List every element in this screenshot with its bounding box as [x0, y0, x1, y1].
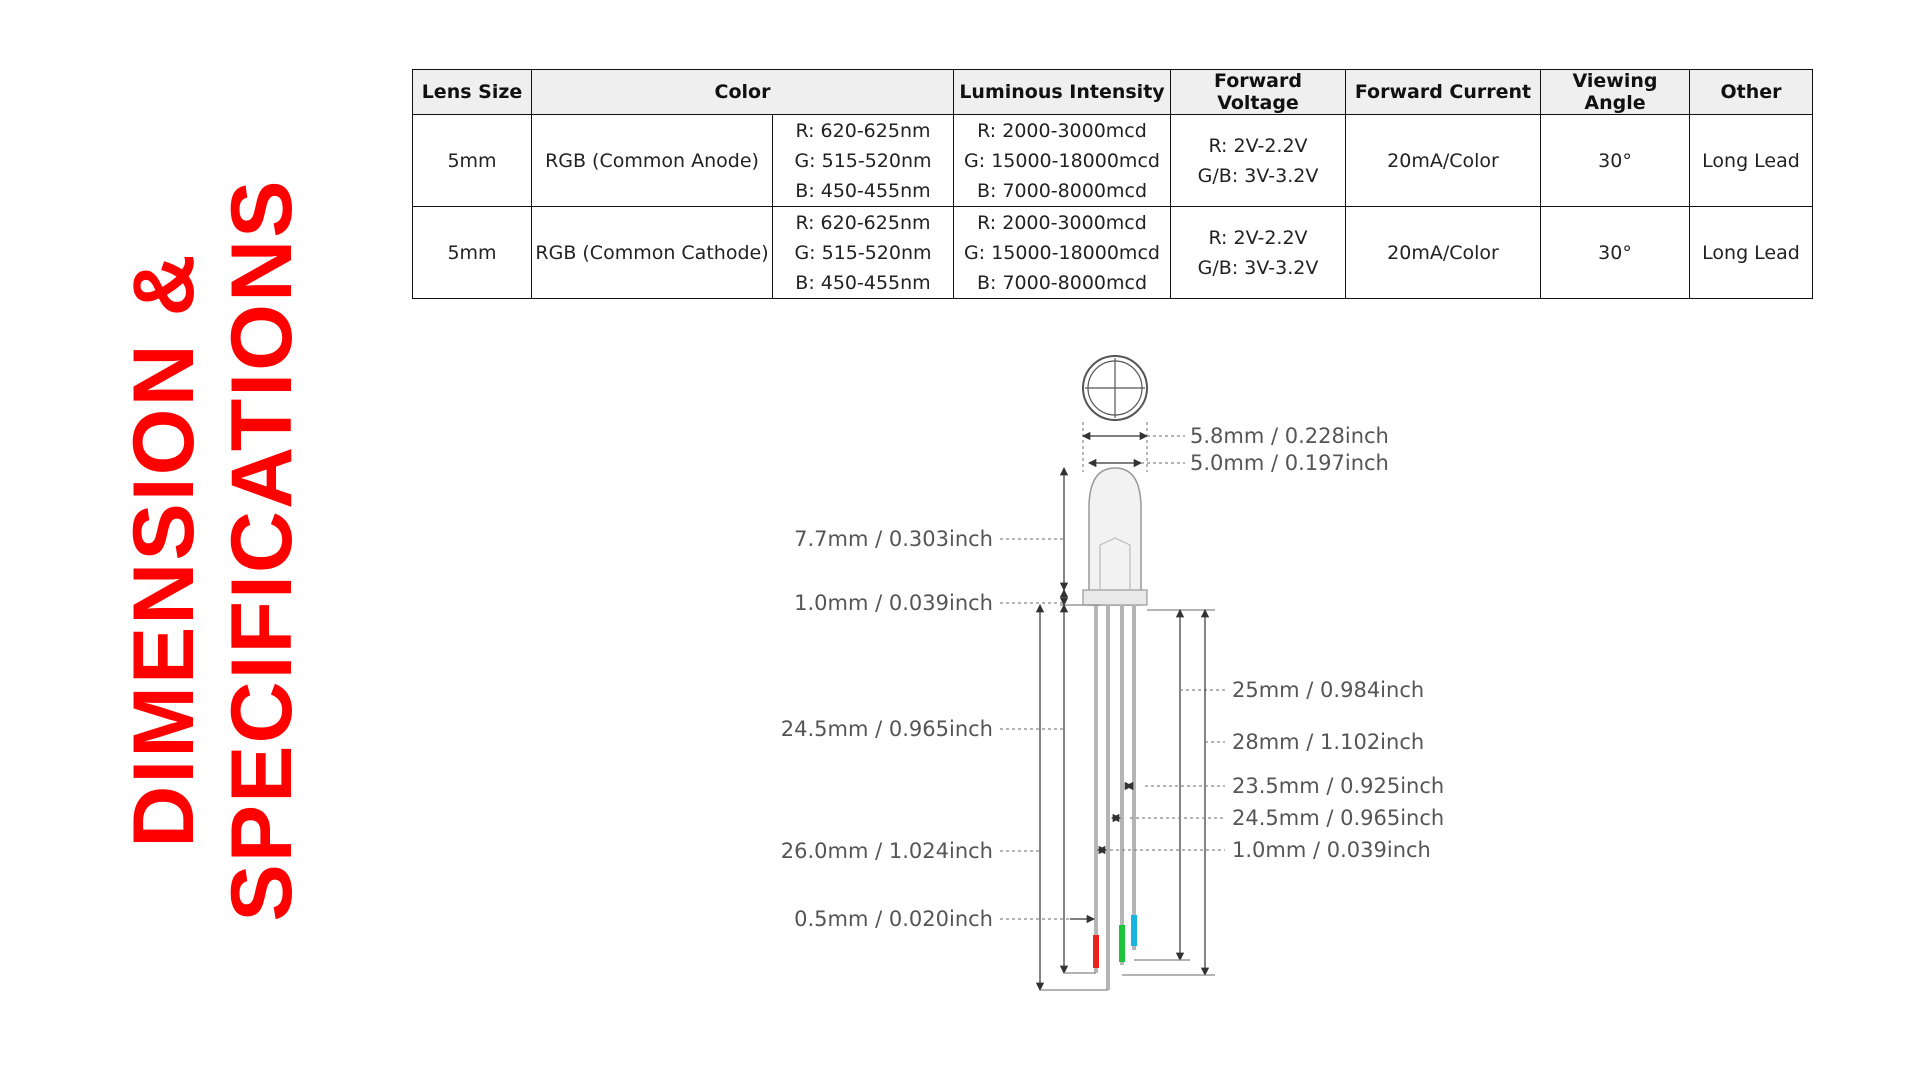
- cell-lens-size: 5mm: [413, 207, 532, 299]
- voltage-green-blue: G/B: 3V-3.2V: [1197, 164, 1319, 187]
- header-lens-size: Lens Size: [413, 70, 532, 115]
- header-other: Other: [1690, 70, 1813, 115]
- page-title: [118, 130, 308, 970]
- table-header-row: [413, 70, 1813, 115]
- header-luminous-intensity: Luminous Intensity: [954, 70, 1171, 115]
- intensity-green: G: 15000-18000mcd: [964, 149, 1160, 172]
- cell-forward-current: 20mA/Color: [1346, 207, 1541, 299]
- specs-table: [412, 69, 1813, 299]
- intensity-blue: B: 7000-8000mcd: [976, 179, 1148, 202]
- label-lead-r3: 23.5mm / 0.925inch: [1232, 774, 1445, 798]
- cell-forward-voltage: [1171, 115, 1346, 207]
- cell-forward-voltage: [1171, 207, 1346, 299]
- cell-forward-current: 20mA/Color: [1346, 115, 1541, 207]
- label-lead-r2: 28mm / 1.102inch: [1232, 730, 1425, 754]
- voltage-red: R: 2V-2.2V: [1208, 134, 1308, 157]
- voltage-green-blue: G/B: 3V-3.2V: [1197, 256, 1319, 279]
- cell-luminous-intensity: [954, 207, 1171, 299]
- cell-wavelengths: [773, 207, 954, 299]
- cell-luminous-intensity: [954, 115, 1171, 207]
- wavelength-blue: B: 450-455nm: [795, 271, 931, 294]
- lead-color-tips: [1096, 915, 1134, 968]
- label-body-height: 7.7mm / 0.303inch: [794, 527, 993, 551]
- cell-viewing-angle: 30°: [1541, 207, 1690, 299]
- wavelength-green: G: 515-520nm: [794, 241, 932, 264]
- cell-viewing-angle: 30°: [1541, 115, 1690, 207]
- label-flange-height: 1.0mm / 0.039inch: [794, 591, 993, 615]
- intensity-green: G: 15000-18000mcd: [964, 241, 1160, 264]
- led-dimension-diagram: [760, 345, 1480, 1010]
- title-line-2: SPECIFICATIONS: [214, 178, 310, 922]
- led-top-view: [1083, 356, 1147, 420]
- cell-wavelengths: [773, 115, 954, 207]
- header-forward-voltage: Forward Voltage: [1171, 70, 1346, 115]
- label-lens-diameter: 5.0mm / 0.197inch: [1190, 451, 1389, 475]
- cell-other: Long Lead: [1690, 115, 1813, 207]
- label-lead-r1: 25mm / 0.984inch: [1232, 678, 1425, 702]
- led-leads: [1096, 605, 1134, 990]
- label-pitch: 1.0mm / 0.039inch: [1232, 838, 1431, 862]
- wavelength-blue: B: 450-455nm: [795, 179, 931, 202]
- led-body: [1083, 468, 1147, 605]
- cell-other: Long Lead: [1690, 207, 1813, 299]
- label-lead-width: 0.5mm / 0.020inch: [794, 907, 993, 931]
- intensity-red: R: 2000-3000mcd: [977, 211, 1147, 234]
- header-color: Color: [532, 70, 954, 115]
- label-lead-long: 26.0mm / 1.024inch: [780, 839, 993, 863]
- cell-color: RGB (Common Cathode): [532, 207, 773, 299]
- intensity-red: R: 2000-3000mcd: [977, 119, 1147, 142]
- voltage-red: R: 2V-2.2V: [1208, 226, 1308, 249]
- header-forward-current: Forward Current: [1346, 70, 1541, 115]
- table-row: [413, 207, 1813, 299]
- wavelength-red: R: 620-625nm: [795, 119, 931, 142]
- cell-lens-size: 5mm: [413, 115, 532, 207]
- label-lead-short: 24.5mm / 0.965inch: [780, 717, 993, 741]
- header-viewing-angle: Viewing Angle: [1541, 70, 1690, 115]
- table-row: [413, 115, 1813, 207]
- wavelength-red: R: 620-625nm: [795, 211, 931, 234]
- wavelength-green: G: 515-520nm: [794, 149, 932, 172]
- title-line-1: DIMENSION &: [116, 252, 212, 848]
- label-flange-diameter: 5.8mm / 0.228inch: [1190, 424, 1389, 448]
- cell-color: RGB (Common Anode): [532, 115, 773, 207]
- intensity-blue: B: 7000-8000mcd: [976, 271, 1148, 294]
- label-lead-r4: 24.5mm / 0.965inch: [1232, 806, 1445, 830]
